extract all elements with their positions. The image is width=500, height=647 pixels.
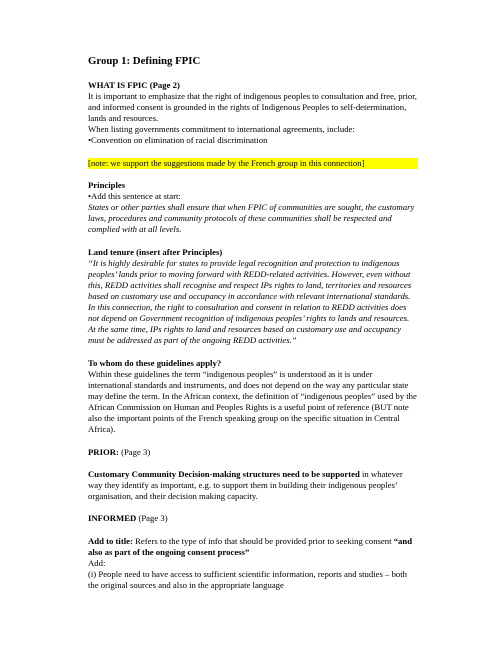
- section-principles: [88, 180, 418, 235]
- bold-label: Add to title:: [88, 535, 133, 546]
- bold-lead: Customary Community Decision-making structures need to be supported: [88, 468, 360, 479]
- section-add-to-title: [88, 536, 418, 591]
- document-body: [88, 55, 418, 602]
- page-reference: (Page 3): [136, 513, 168, 524]
- section-heading: PRIOR:: [88, 446, 119, 457]
- paragraph-text: Refers to the type of info that should be provided prior to seeking consent: [132, 535, 394, 546]
- list-item: (i) People need to have access to sufficient scientific information, reports and studies – both the original sources and also in the appropriate language: [88, 568, 408, 590]
- bullet-item: •Add this sentence at start:: [88, 191, 181, 202]
- section-land-tenure: [88, 247, 418, 347]
- section-prior: [88, 447, 418, 458]
- paragraph: When listing governments commitment to international agreements, include:: [88, 124, 355, 135]
- paragraph: [88, 447, 418, 458]
- section-to-whom: [88, 358, 418, 436]
- section-heading: WHAT IS FPIC (Page 2): [88, 80, 180, 90]
- quoted-text: States or other parties shall ensure that when FPIC of communities are sought, the customary laws, procedures and community protocols of these communities shall be respected and complied with at all levels.: [88, 202, 415, 235]
- paragraph: [88, 469, 418, 502]
- section-heading: INFORMED: [88, 513, 137, 524]
- section-what-is-fpic: [88, 80, 418, 147]
- paragraph: It is important to emphasize that the right of indigenous peoples to consultation and free, prior, and informed consent is grounded in the rights of Indigenous Peoples to self-determination, lands and resources.: [88, 91, 417, 124]
- paragraph: [88, 536, 418, 558]
- document-title: Group 1: Defining FPIC: [88, 55, 201, 67]
- section-customary: [88, 469, 418, 502]
- section-informed: [88, 513, 418, 524]
- section-heading: To whom do these guidelines apply?: [88, 357, 222, 368]
- section-heading: Land tenure (insert after Principles): [88, 246, 223, 257]
- bullet-item: •Convention on elimination of racial discrimination: [88, 135, 268, 146]
- bold-quote: “and also as part of the ongoing consent process”: [88, 535, 413, 557]
- page-reference: (Page 3): [118, 446, 151, 457]
- paragraph-text: in whatever way they identify as important, e.g. to support them in building their indigenous peoples’ organisation, and their decision making capacity.: [88, 468, 403, 502]
- section-heading: Principles: [88, 180, 126, 191]
- quoted-text: “It is highly desirable for states to provide legal recognition and protection to indigenous peoples’ lands prior to moving forward with REDD-related activities. However, even without this, REDD activities shall recognise and respect IPs rights to land, territories and resources based on customary use and occupancy in accordance with relevant international standards. In this connection, the right to consultation and consent in relation to REDD activities does not depend on Government recognition of indigenous peoples’ rights to lands and resources. At the same time, IPs rights to land and resources based on customary use and occupancy must be addressed as part of the ongoing REDD activities.”: [88, 257, 412, 346]
- paragraph: Add:: [88, 557, 106, 568]
- paragraph: [88, 513, 418, 524]
- highlighted-note: [note: we support the suggestions made by the French group in this connection]: [88, 158, 418, 169]
- paragraph: Within these guidelines the term “indigenous peoples” is understood as it is under international standards and instruments, and does not depend on the way any particular state may define the term. In the African context, the definition of “indigenous peoples” used by the African Commission on Human and Peoples Rights is a useful point of reference (BUT note also the important points of the French speaking group on the specific situation in Central Africa).: [88, 368, 417, 435]
